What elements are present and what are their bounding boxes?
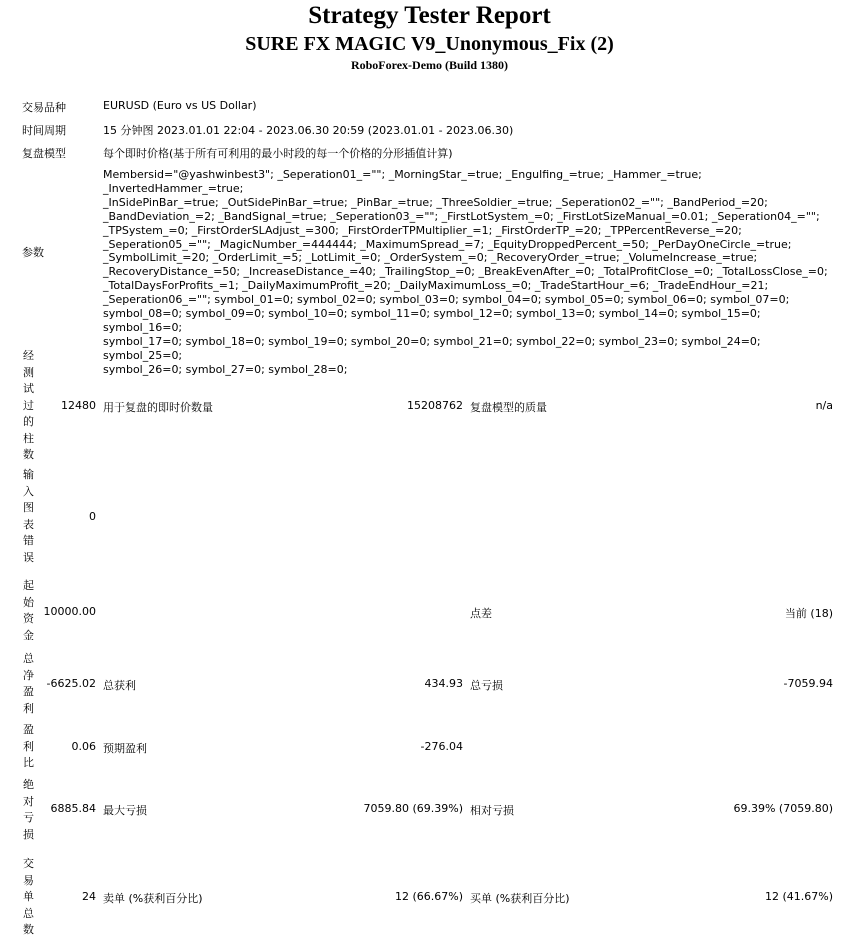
- server-name: RoboForex-Demo (Build 1380): [350, 58, 509, 72]
- long-positions-value: 12 (41.67%): [764, 890, 833, 903]
- profit-factor-value: 0.06: [71, 740, 96, 753]
- symbol-value: EURUSD (Euro vs US Dollar): [103, 99, 257, 112]
- gross-loss-label: 总亏损: [470, 679, 503, 692]
- total-trades-label: 交易单总数: [23, 857, 34, 936]
- absolute-drawdown-value: 6885.84: [50, 802, 96, 815]
- total-trades-value: 24: [82, 890, 96, 903]
- gross-profit-label: 总获利: [103, 679, 136, 692]
- params-label: 参数: [22, 246, 44, 259]
- quality-value: n/a: [815, 399, 833, 412]
- model-value: 每个即时价格(基于所有可利用的最小时段的每一个价格的分形插值计算): [103, 147, 453, 160]
- expected-payoff-label: 预期盈利: [103, 742, 147, 755]
- model-label: 复盘模型: [22, 147, 66, 160]
- absolute-drawdown-label: 绝对亏损: [23, 778, 34, 841]
- bars-label: 经测试过的柱数: [23, 349, 34, 461]
- spread-label: 点差: [470, 607, 492, 620]
- short-positions-value: 12 (66.67%): [394, 890, 463, 903]
- net-profit-label: 总净盈利: [23, 652, 34, 715]
- period-label: 时间周期: [22, 124, 66, 137]
- relative-drawdown-value: 69.39% (7059.80): [733, 802, 833, 815]
- long-positions-label: 买单 (%获利百分比): [470, 892, 570, 905]
- period-value: 15 分钟图 2023.01.01 22:04 - 2023.06.30 20:59 (2023.01.01 - 2023.06.30): [103, 124, 514, 137]
- report-subtitle: SURE FX MAGIC V9_Unonymous_Fix (2): [245, 33, 614, 55]
- gross-profit-value: 434.93: [424, 677, 463, 690]
- ticks-value: 15208762: [407, 399, 463, 412]
- spread-value: 当前 (18): [784, 607, 833, 620]
- short-positions-label: 卖单 (%获利百分比): [103, 892, 203, 905]
- symbol-label: 交易品种: [22, 101, 66, 114]
- max-drawdown-value: 7059.80 (69.39%): [363, 802, 463, 815]
- ticks-label: 用于复盘的即时价数量: [103, 401, 213, 414]
- max-drawdown-label: 最大亏损: [103, 804, 147, 817]
- errors-label: 输入图表错误: [23, 468, 34, 564]
- params-value: Membersid="@yashwinbest3"; _Seperation01_=""; _MorningStar_=true; _Engulfing_=true; _Hammer_=true; _InvertedHammer_=true; _InSidePinBar_=true; _OutSidePinBar_=true; _PinBar_=true; _ThreeSoldier_=true; _Seperation02_=""; _BandPeriod_=20; _BandDeviation_=2; _BandSignal_=true; _Seperation03_=""; _FirstLotSystem_=0; _FirstLotSizeManual_=0.01; _Seperation04_=""; _TPSystem_=0; _FirstOrderSLAdjust_=300; _FirstOrderTPMultiplier_=1; _FirstOrderTP_=20; _TPPercentReverse_=20; _Seperation05_=""; _MagicNumber_=444444; _MaximumSpread_=7; _EquityDroppedPercent_=50; _PerDayOneCircle_=true; _SymbolLimit_=20; _OrderLimit_=5; _LotLimit_=0; _OrderSystem_=0; _RecoveryOrder_=true; _VolumeIncrease_=true; _RecoveryDistance_=50; _IncreaseDistance_=40; _TrailingStop_=0; _BreakEvenAfter_=0; _TotalProfitClose_=0; _TotalLossClose_=0; _TotalDaysForProfits_=1; _DailyMaximumProfit_=20; _DailyMaximumLoss_=0; _TradeStartHour_=6; _TradeEndHour_=21; _Seperation06_=""; symbol_01=0; symbol_02=0; symbol_03=0; symbol_04=0; symbol_05=0; symbol_06=0; symbol_07=0; symbol_08=0; symbol_09=0; symbol_10=0; symbol_11=0; symbol_12=0; symbol_13=0; symbol_14=0; symbol_15=0; symbol_16=0; symbol_17=0; symbol_18=0; symbol_19=0; symbol_20=0; symbol_21=0; symbol_22=0; symbol_23=0; symbol_24=0; symbol_25=0; symbol_26=0; symbol_27=0; symbol_28=0;: [103, 168, 828, 376]
- gross-loss-value: -7059.94: [783, 677, 833, 690]
- errors-value: 0: [89, 510, 96, 523]
- net-profit-value: -6625.02: [46, 677, 96, 690]
- deposit-value: 10000.00: [43, 605, 96, 618]
- profit-factor-label: 盈利比: [23, 723, 34, 769]
- relative-drawdown-label: 相对亏损: [470, 804, 514, 817]
- expected-payoff-value: -276.04: [420, 740, 463, 753]
- deposit-label: 起始资金: [23, 579, 34, 642]
- bars-value: 12480: [61, 399, 96, 412]
- quality-label: 复盘模型的质量: [470, 401, 547, 414]
- report-title: Strategy Tester Report: [308, 2, 551, 29]
